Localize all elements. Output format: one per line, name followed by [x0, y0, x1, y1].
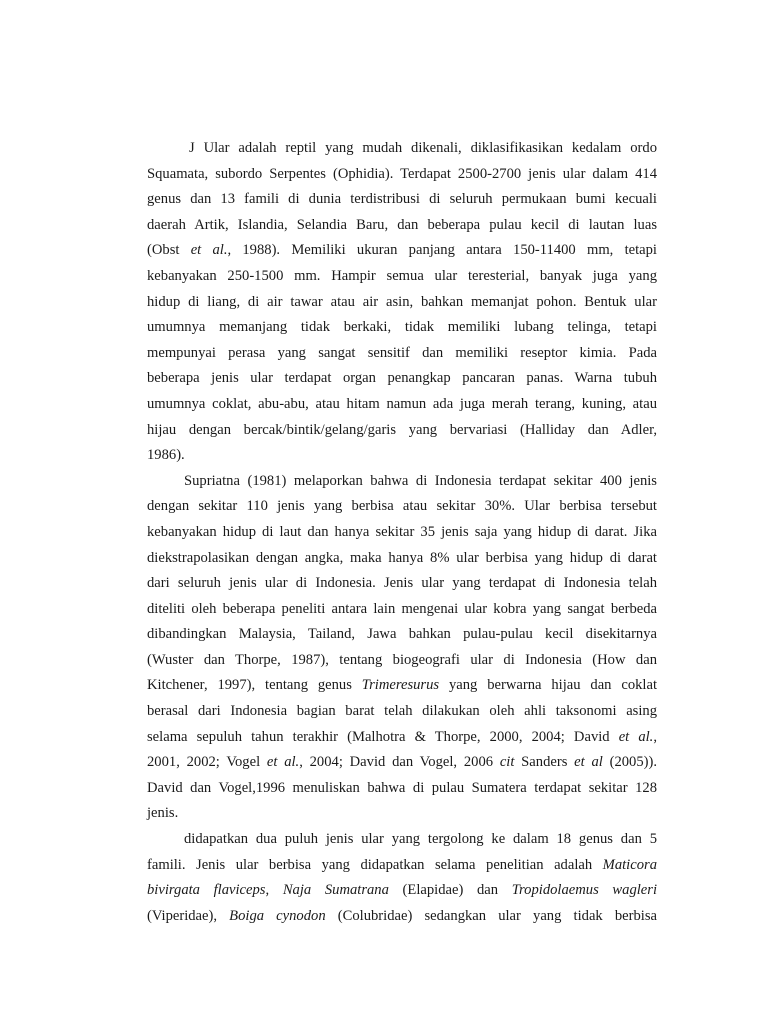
text-line: diekstrapolasikan dengan angka, maka hanya 8% ular berbisa yang hidup di darat: [147, 549, 657, 566]
text-line: famili. Jenis ular berbisa yang didapatkan selama penelitian adalah Maticora: [147, 856, 657, 873]
text-line: umumnya memanjang tidak berkaki, tidak memiliki lubang telinga, tetapi: [147, 319, 657, 336]
text-line: beberapa jenis ular terdapat organ penangkap pancaran panas. Warna tubuh: [147, 370, 657, 387]
text-line: Squamata, subordo Serpentes (Ophidia). Terdapat 2500-2700 jenis ular dalam 414: [147, 165, 657, 182]
text-line: kebanyakan 250-1500 mm. Hampir semua ular teresterial, banyak juga yang: [147, 267, 657, 284]
body-text: [147, 136, 657, 929]
text-line: dengan sekitar 110 jenis yang berbisa atau sekitar 30%. Ular berbisa tersebut: [147, 498, 657, 515]
text-line: J Ular adalah reptil yang mudah dikenali, diklasifikasikan kedalam ordo: [189, 140, 657, 156]
text-line: Supriatna (1981) melaporkan bahwa di Indonesia terdapat sekitar 400 jenis: [184, 472, 657, 489]
text-line: (Wuster dan Thorpe, 1987), tentang biogeografi ular di Indonesia (How dan: [147, 651, 657, 668]
text-line: daerah Artik, Islandia, Selandia Baru, dan beberapa pulau kecil di lautan luas: [147, 216, 657, 233]
text-line: hidup di liang, di air tawar atau air asin, bahkan memanjat pohon. Bentuk ular: [147, 293, 657, 310]
text-line: genus dan 13 famili di dunia terdistribusi di seluruh permukaan bumi kecuali: [147, 191, 657, 208]
text-line: selama sepuluh tahun terakhir (Malhotra & Thorpe, 2000, 2004; David et al.,: [147, 728, 657, 745]
text-line: diteliti oleh beberapa peneliti antara lain mengenai ular kobra yang sangat berbeda: [147, 600, 657, 617]
text-line: Kitchener, 1997), tentang genus Trimeresurus yang berwarna hijau dan coklat: [147, 677, 658, 694]
text-line: bivirgata flaviceps, Naja Sumatrana (Elapidae) dan Tropidolaemus wagleri: [147, 882, 658, 899]
text-line: 1986).: [147, 447, 185, 464]
text-line: jenis.: [147, 805, 179, 822]
text-line: hijau dengan bercak/bintik/gelang/garis yang bervariasi (Halliday dan Adler,: [147, 421, 657, 438]
text-line: didapatkan dua puluh jenis ular yang tergolong ke dalam 18 genus dan 5: [184, 831, 657, 848]
text-line: 2001, 2002; Vogel et al., 2004; David dan Vogel, 2006 cit Sanders et al (2005)).: [147, 754, 657, 771]
text-line: dibandingkan Malaysia, Tailand, Jawa bahkan pulau-pulau kecil disekitarnya: [147, 626, 657, 643]
text-line: David dan Vogel,1996 menuliskan bahwa di pulau Sumatera terdapat sekitar 128: [147, 779, 657, 796]
text-line: berasal dari Indonesia bagian barat telah dilakukan oleh ahli taksonomi asing: [147, 703, 657, 720]
text-line: (Viperidae), Boiga cynodon (Colubridae) sedangkan ular yang tidak berbisa: [147, 907, 657, 924]
text-line: kebanyakan hidup di laut dan hanya sekitar 35 jenis saja yang hidup di darat. Jika: [147, 523, 657, 540]
text-line: dari seluruh jenis ular di Indonesia. Jenis ular yang terdapat di Indonesia telah: [147, 575, 657, 592]
text-line: mempunyai perasa yang sangat sensitif dan memiliki reseptor kimia. Pada: [147, 344, 657, 361]
text-line: (Obst et al., 1988). Memiliki ukuran panjang antara 150-11400 mm, tetapi: [147, 242, 657, 259]
text-line: umumnya coklat, abu-abu, atau hitam namun ada juga merah terang, kuning, atau: [147, 395, 657, 412]
